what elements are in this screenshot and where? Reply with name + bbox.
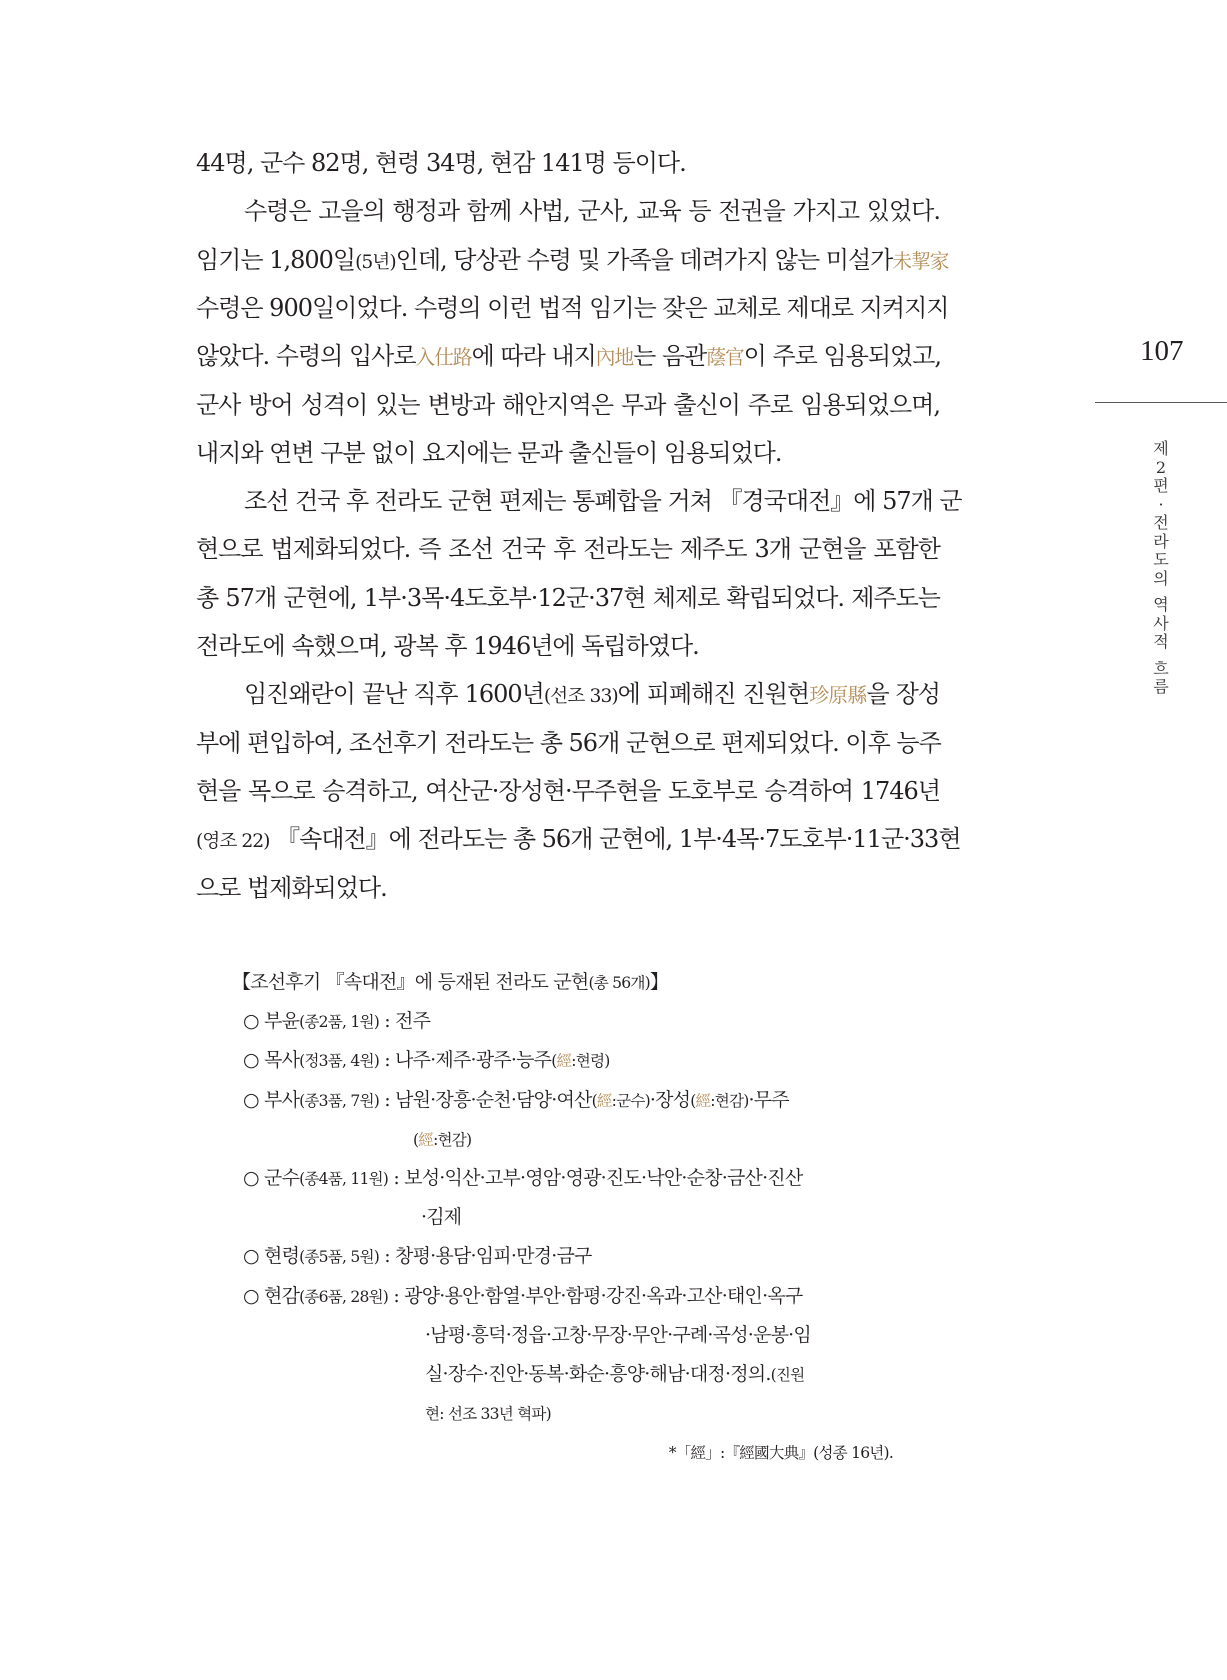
text-run: : 보성·익산·고부·영암·영광·진도·낙안·순창·금산·진산 — [388, 1167, 803, 1189]
text-run: 실·장수·진안·동복·화순·흥양·해남·대정·정의. — [425, 1363, 771, 1385]
running-title-char: 적 — [1153, 632, 1169, 651]
box-line — [243, 1240, 592, 1272]
small-note: :군수) — [611, 1091, 650, 1110]
text-run: 을 장성 — [866, 680, 940, 709]
text-run: 수령은 900일이었다. 수령의 이런 법적 임기는 잦은 교체로 제대로 지켜지지 — [196, 293, 949, 322]
box-line — [413, 1123, 471, 1155]
small-note: (종2품, 1원) — [299, 1013, 379, 1032]
body-line — [196, 626, 940, 666]
small-note: (종3품, 7원) — [299, 1091, 379, 1110]
running-title-char: 사 — [1153, 613, 1169, 633]
small-note: 현: 선조 33년 혁파) — [425, 1405, 551, 1424]
box-line — [425, 1319, 811, 1351]
small-note: *「經」:『經國大典』(성종 16년). — [668, 1444, 893, 1463]
body-line — [196, 481, 962, 521]
text-run: ·무주 — [748, 1088, 789, 1111]
text-run: : 창평·용담·임피·만경·금구 — [378, 1245, 592, 1268]
running-title-char: 제 — [1153, 439, 1169, 458]
running-title-char: 도 — [1153, 550, 1169, 569]
box-line — [243, 1005, 430, 1037]
small-note: (종4품, 11원) — [299, 1170, 389, 1188]
running-title-char: 흐 — [1153, 658, 1169, 678]
text-run: 전라도에 속했으며, 광복 후 1946년에 독립하였다. — [196, 632, 699, 660]
small-note: (5년) — [355, 251, 396, 273]
small-note: ( — [591, 1091, 597, 1110]
small-note: (진원 — [770, 1366, 805, 1384]
box-title — [232, 966, 668, 998]
running-title-char: 라 — [1153, 531, 1169, 551]
text-run: ·남평·흥덕·정읍·고창·무장·무안·구례·곡성·운봉·임 — [425, 1323, 811, 1346]
text-run: ·장성 — [649, 1088, 691, 1111]
small-note: :현감) — [710, 1091, 749, 1110]
running-title-vertical — [1150, 440, 1172, 697]
body-line — [196, 529, 940, 569]
hanja-annotation: 經 — [695, 1091, 711, 1110]
small-note: (정3품, 4원) — [299, 1052, 379, 1071]
small-note: :현감) — [433, 1130, 472, 1149]
text-run: ·김제 — [421, 1206, 462, 1229]
box-line — [243, 1044, 610, 1076]
body-line — [196, 143, 940, 183]
running-title-char: 2 — [1155, 457, 1167, 477]
text-run: 『속대전』에 전라도는 총 56개 군현에, 1부·4목·7도호부·11군·33현 — [269, 825, 961, 854]
small-note: (종6품, 28원) — [299, 1287, 389, 1306]
text-run: ○ 현령 — [243, 1245, 300, 1268]
divider — [1095, 402, 1227, 403]
text-run: 【조선후기 『속대전』에 등재된 전라도 군현 — [232, 971, 589, 993]
hanja-annotation: 經 — [596, 1091, 612, 1110]
text-run: 않았다. 수령의 입사로 — [196, 342, 416, 371]
body-line — [196, 771, 940, 811]
hanja-annotation: 未挈家 — [892, 249, 949, 273]
text-run: 현을 목으로 승격하고, 여산군·장성현·무주현을 도호부로 승격하여 1746년 — [196, 776, 940, 805]
body-line — [196, 288, 949, 328]
text-run: 임기는 1,800일 — [196, 245, 356, 274]
text-run: 조선 건국 후 전라도 군현 편제는 통폐합을 거쳐 『경국대전』에 57개 군 — [244, 487, 962, 516]
text-run: 에 피폐해진 진원현 — [617, 680, 810, 709]
small-note: (종5품, 5원) — [299, 1248, 379, 1267]
hanja-annotation: 珍原縣 — [809, 684, 867, 708]
running-title-char: 역 — [1153, 595, 1169, 614]
body-line — [196, 433, 940, 473]
box-line — [243, 1280, 802, 1312]
body-line — [196, 578, 940, 618]
box-line — [421, 1201, 461, 1233]
box-line — [243, 1084, 789, 1116]
text-run: 군사 방어 성격이 있는 변방과 해안지역은 무과 출신이 주로 임용되었으며, — [196, 390, 940, 419]
text-run: 】 — [649, 971, 669, 993]
small-note: ( — [413, 1130, 419, 1149]
text-run: 임진왜란이 끝난 직후 1600년 — [244, 680, 544, 709]
text-run: : 광양·용안·함열·부안·함평·강진·옥과·고산·태인·옥구 — [388, 1284, 803, 1307]
text-run: 는 음관 — [633, 342, 707, 371]
body-line — [196, 240, 949, 280]
text-run: 이 주로 임용되었고, — [743, 342, 942, 371]
body-line — [196, 336, 940, 376]
body-line — [196, 819, 961, 859]
small-note: (선조 33) — [543, 686, 618, 708]
running-title-char: 름 — [1153, 677, 1169, 696]
text-run: 내지와 연변 구분 없이 요지에는 문과 출신들이 임용되었다. — [196, 438, 782, 467]
box-line — [425, 1397, 551, 1429]
running-title-char: 전 — [1153, 513, 1169, 532]
box-line — [425, 1358, 804, 1390]
hanja-annotation: 經 — [418, 1130, 434, 1149]
box-line — [243, 1162, 802, 1194]
text-run: ○ 목사 — [243, 1049, 300, 1072]
running-title-char: · — [1158, 494, 1164, 514]
text-run: 에 따라 내지 — [471, 342, 596, 371]
text-run: ○ 부윤 — [243, 1010, 300, 1033]
text-run: 으로 법제화되었다. — [196, 873, 387, 902]
small-note: (총 56개) — [588, 974, 650, 992]
body-line — [196, 385, 940, 425]
text-run: 현으로 법제화되었다. 즉 조선 건국 후 전라도는 제주도 3개 군현을 포함한 — [196, 535, 940, 564]
text-run: ○ 군수 — [243, 1167, 300, 1189]
hanja-annotation: 內地 — [595, 346, 634, 370]
running-title-char: 편 — [1153, 476, 1169, 495]
text-run: : 전주 — [378, 1010, 431, 1033]
page-number: 107 — [1140, 335, 1184, 367]
body-line — [196, 191, 940, 231]
hanja-annotation: 經 — [556, 1052, 572, 1071]
small-note: ( — [551, 1052, 557, 1071]
text-run: 수령은 고을의 행정과 함께 사법, 군사, 교육 등 전권을 가지고 있었다. — [244, 197, 940, 226]
body-line — [196, 723, 940, 763]
hanja-annotation: 入仕路 — [415, 346, 472, 370]
small-note: (영조 22) — [196, 831, 270, 853]
text-run: ○ 부사 — [243, 1088, 300, 1111]
body-line — [196, 868, 940, 908]
text-run: 44명, 군수 82명, 현령 34명, 현감 141명 등이다. — [196, 149, 686, 177]
text-run: 인데, 당상관 수령 및 가족을 데려가지 않는 미설가 — [395, 245, 893, 274]
footnote — [669, 1436, 893, 1468]
text-run: ○ 현감 — [243, 1284, 300, 1307]
text-run: 부에 편입하여, 조선후기 전라도는 총 56개 군현으로 편제되었다. 이후 능주 — [196, 728, 941, 757]
running-title-char: 의 — [1153, 568, 1169, 588]
hanja-annotation: 蔭官 — [706, 346, 744, 370]
small-note: ( — [690, 1091, 696, 1110]
text-run: : 나주·제주·광주·능주 — [378, 1049, 552, 1072]
body-line — [196, 674, 940, 714]
small-note: :현령) — [571, 1052, 610, 1071]
text-run: : 남원·장흥·순천·담양·여산 — [378, 1088, 592, 1111]
text-run: 총 57개 군현에, 1부·3목·4도호부·12군·37현 체제로 확립되었다. 제주도는 — [196, 583, 940, 612]
